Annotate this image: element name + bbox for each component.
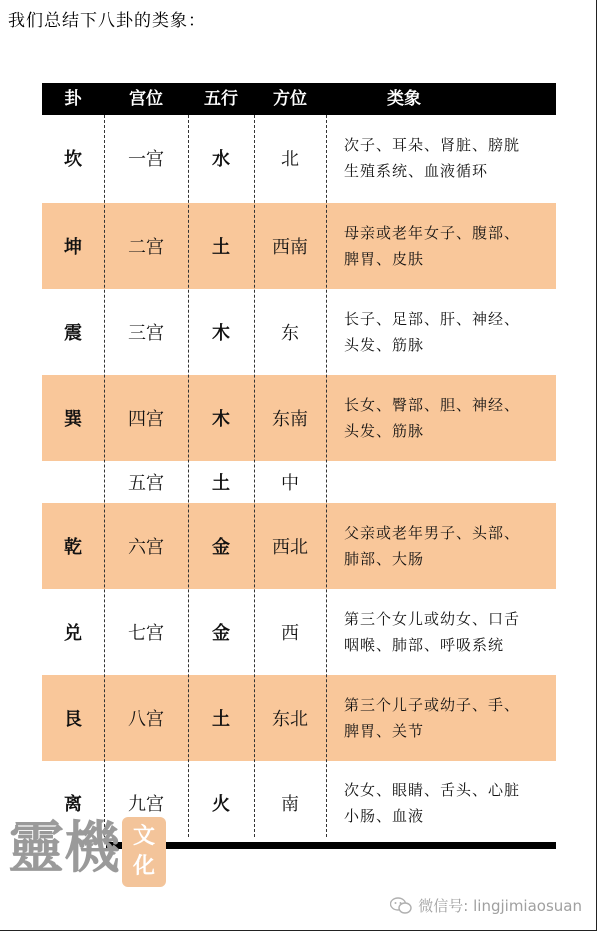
leixiang-line: 长子、足部、肝、神经、 — [344, 310, 521, 328]
logo-char: 機 — [64, 815, 120, 881]
header-fangwei: 方位 — [273, 89, 307, 109]
cell-fangwei: 北 — [281, 149, 299, 170]
table-row — [42, 203, 556, 289]
cell-gua: 艮 — [64, 709, 82, 730]
table-row — [42, 675, 556, 761]
cell-leixiang — [344, 203, 554, 289]
leixiang-line: 小肠、血液 — [344, 807, 425, 825]
cell-gong: 八宫 — [128, 709, 164, 730]
cell-gong: 一宫 — [128, 149, 164, 170]
table-bottom-rule — [106, 842, 556, 849]
column-divider — [254, 115, 255, 837]
table-row — [42, 461, 556, 503]
header-gua: 卦 — [64, 89, 82, 109]
cell-fangwei: 中 — [281, 473, 299, 494]
cell-gua: 坎 — [64, 149, 82, 170]
leixiang-line: 父亲或老年男子、头部、 — [344, 524, 521, 542]
cell-gua — [42, 461, 104, 503]
seal-char: 文 — [132, 824, 155, 849]
header-leixiang: 类象 — [387, 89, 421, 109]
cell-gong: 七宫 — [128, 623, 164, 644]
leixiang-line: 头发、筋脉 — [344, 422, 425, 440]
cell-wuxing: 土 — [212, 473, 230, 494]
leixiang-line: 脾胃、关节 — [344, 722, 425, 740]
bagua-table — [42, 83, 556, 849]
leixiang-line: 第三个儿子或幼子、手、 — [344, 696, 521, 714]
cell-gua: 巽 — [64, 409, 82, 430]
cell-wuxing: 火 — [212, 794, 230, 815]
leixiang-line: 长女、臀部、胆、神经、 — [344, 396, 521, 414]
wechat-watermark — [390, 895, 582, 916]
leixiang-line: 第三个女儿或幼女、口舌 — [344, 610, 521, 628]
cell-gong: 二宫 — [128, 237, 164, 258]
table-row — [42, 289, 556, 375]
leixiang-line: 母亲或老年女子、腹部、 — [344, 224, 521, 242]
cell-fangwei: 西北 — [272, 537, 308, 558]
leixiang-line: 脾胃、皮肤 — [344, 250, 425, 268]
cell-gong: 四宫 — [128, 409, 164, 430]
cell-leixiang — [344, 461, 554, 503]
cell-fangwei: 东南 — [272, 409, 308, 430]
cell-gong: 六宫 — [128, 537, 164, 558]
table-header — [42, 83, 556, 115]
cell-fangwei: 东北 — [272, 709, 308, 730]
lingji-logo — [8, 813, 168, 893]
logo-char: 靈 — [8, 815, 64, 881]
cell-fangwei: 西南 — [272, 237, 308, 258]
culture-seal — [122, 817, 166, 887]
cell-fangwei: 东 — [281, 323, 299, 344]
seal-char: 化 — [132, 854, 155, 879]
cell-leixiang — [344, 503, 554, 589]
cell-leixiang — [344, 289, 554, 375]
cell-leixiang — [344, 375, 554, 461]
cell-gua: 乾 — [64, 537, 82, 558]
cell-wuxing: 木 — [212, 323, 230, 344]
cell-leixiang — [344, 675, 554, 761]
column-divider — [326, 115, 327, 837]
table-row — [42, 589, 556, 675]
cell-gong: 三宫 — [128, 323, 164, 344]
header-gong: 宫位 — [129, 89, 163, 109]
cell-gua: 兑 — [64, 623, 82, 644]
table-row — [42, 375, 556, 461]
cell-gua: 离 — [64, 794, 82, 815]
header-wuxing: 五行 — [204, 89, 238, 109]
cell-leixiang — [344, 589, 554, 675]
cell-wuxing: 水 — [212, 149, 230, 170]
column-divider — [104, 115, 105, 837]
wechat-id: 微信号: lingjimiaosuan — [418, 897, 582, 915]
leixiang-line: 肺部、大肠 — [344, 550, 425, 568]
leixiang-line: 头发、筋脉 — [344, 336, 425, 354]
leixiang-line: 咽喉、肺部、呼吸系统 — [344, 636, 505, 654]
cell-fangwei: 西 — [281, 623, 299, 644]
leixiang-line: 生殖系统、血液循环 — [344, 162, 489, 180]
intro-text: 我们总结下八卦的类象： — [8, 11, 206, 31]
wechat-icon — [390, 897, 412, 915]
table-row — [42, 115, 556, 201]
cell-gua: 坤 — [64, 237, 82, 258]
cell-wuxing: 土 — [212, 709, 230, 730]
cell-fangwei: 南 — [281, 794, 299, 815]
cell-leixiang — [344, 761, 554, 845]
cell-wuxing: 金 — [212, 623, 230, 644]
leixiang-line: 次子、耳朵、肾脏、膀胱 — [344, 136, 521, 154]
leixiang-line: 次女、眼睛、舌头、心脏 — [344, 781, 521, 799]
column-divider — [188, 115, 189, 837]
cell-leixiang — [344, 115, 554, 201]
cell-gong: 九宫 — [128, 794, 164, 815]
cell-gua: 震 — [64, 323, 82, 344]
cell-wuxing: 木 — [212, 409, 230, 430]
table-row — [42, 503, 556, 589]
cell-gong: 五宫 — [128, 473, 164, 494]
cell-wuxing: 土 — [212, 237, 230, 258]
cell-wuxing: 金 — [212, 537, 230, 558]
